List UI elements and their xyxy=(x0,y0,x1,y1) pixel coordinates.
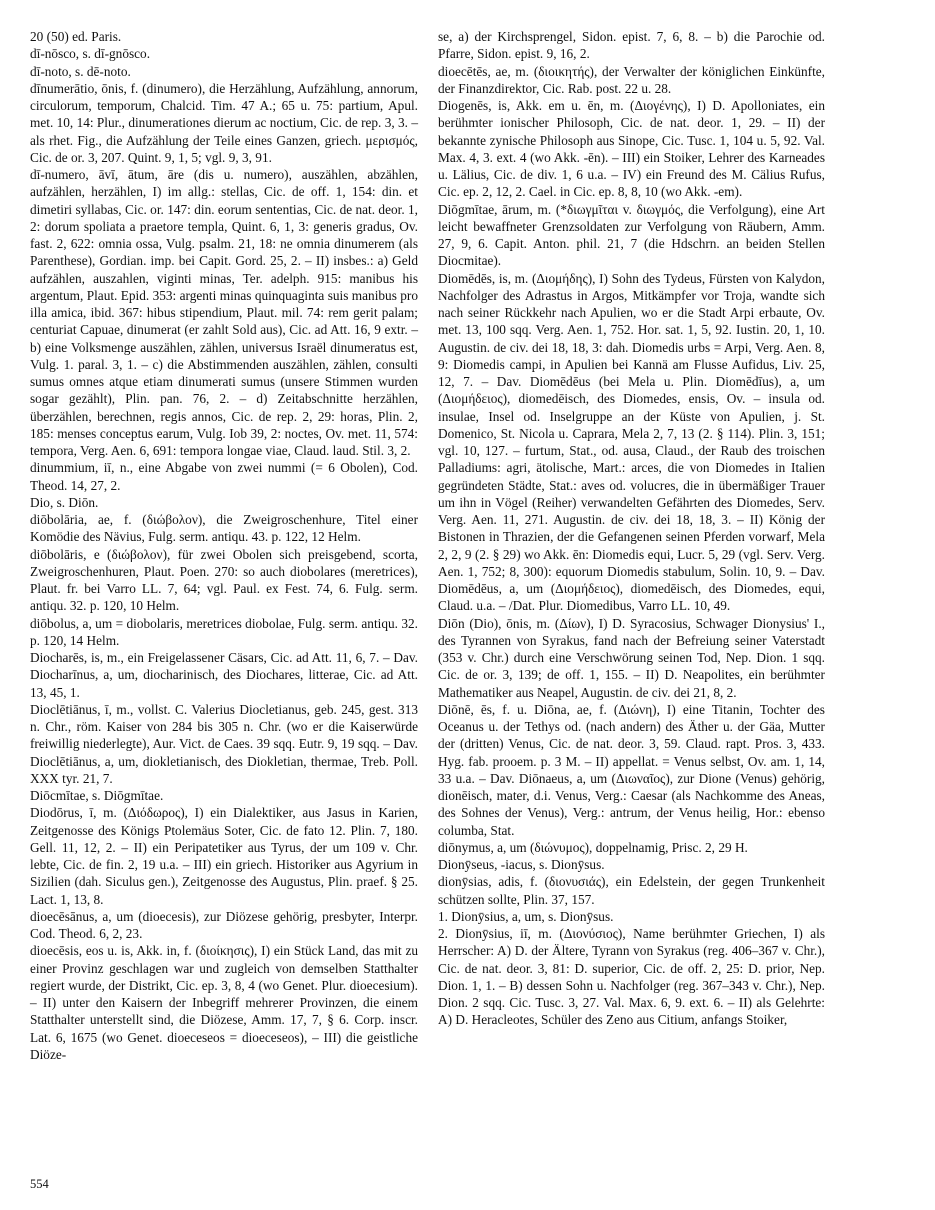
entry-dioecesis: dioecēsis, eos u. is, Akk. in, f. (διοίκησις), I) ein Stück Land, das mit zu einer Provinz geschlagen war und zugleich von demselben Statthalter regiert wurde, der Distrikt, Cic. ep. 3, 8, 4 (wo Genet. Plur. dioecesium). – II) unter den Kaisern der Inbegriff mehrerer Provinzen, die einem Statthalter unterstellt sind, die Diözese, Amm. 17, 7, § 6. Corp. inscr. Lat. 6, 1675 (wo Genet. dioeceseos = dioeceseos), – III) die geistliche Diöze- xyxy=(30,943,418,1062)
entry-diodorus: Diodōrus, ī, m. (Διόδωρος), I) ein Dialektiker, aus Jasus in Karien, Zeitgenosse des Königs Ptolemäus Soter, Cic. de fato 12. Plin. 7, 180. Gell. 11, 12, 2. – II) ein Peripatetiker aus Tyrus, der um 109 v. Chr. lebte, Cic. de fin. 2, 19 u.a. – III) ein griech. Historiker aus Agyrium in Sizilien (dah. Siculus gen.), Zeitgenosse des Augustus, Plin. praef. § 25. Lact. 1, 13, 8. xyxy=(30,805,418,907)
entry-dioecesis-cont: se, a) der Kirchsprengel, Sidon. epist. 7, 6, 8. – b) die Parochie od. Pfarre, Sidon. epist. 9, 16, 2. xyxy=(438,29,825,62)
entry-dionyseus: Dionȳseus, -iacus, s. Dionȳsus. xyxy=(438,857,605,872)
right-column xyxy=(438,28,825,1029)
page-number: 554 xyxy=(30,1177,49,1191)
entry-diochares: Diocharēs, is, m., ein Freigelassener Cäsars, Cic. ad Att. 11, 6, 7. – Dav. Diocharīnus, a, um, diocharinisch, des Diochares, litterae, Cic. ad Att. 13, 45, 1. xyxy=(30,650,418,700)
entry-dione: Diōnē, ēs, f. u. Diōna, ae, f. (Διώνη), I) eine Titanin, Tochter des Oceanus u. der Tethys od. (nach andern) des Äther u. der Gäa, Mutter der (dritten) Venus, Cic. de nat. deor. 3, 59. Claud. rapt. Pros. 3, 433. Hyg. fab. prooem. p. 3 M. – II) appellat. = Venus selbst, Ov. am. 1, 14, 33 u.a. – Dav. Diōnaeus, a, um (Διωναῖος), zur Dione (Venus) gehörig, dionēisch, mater, d.i. Venus, Verg.: Caesar (als Nachkomme des Aneas, des Sohnes der Venus), Verg.: antrum, der Venus heilig, Hor.: ebenso columba, Stat. xyxy=(438,701,825,838)
entry-diobolus: diōbolus, a, um = diobolaris, meretrices diobolae, Fulg. serm. antiqu. 32. p. 120, 14 Helm. xyxy=(30,615,418,648)
entry-dinummium: dinummium, iī, n., eine Abgabe von zwei nummi (= 6 Obolen), Cod. Theod. 14, 27, 2. xyxy=(30,460,418,493)
entry-dinumeratio: dīnumerātio, ōnis, f. (dinumero), die Herzählung, Aufzählung, annorum, circulorum, temporum, Chalcid. Tim. 47 A.; 65 u. 75: partium, Apul. met. 10, 14: Plur., dinumerationes dierum ac noctium, Cic. de rep. 3, 3. – als rhet. Fig., die Aufzählung der Teile eines Ganzen, griech. μερισμός, Cic. de or. 3, 207. Quint. 9, 1, 5; vgl. 9, 3, 91. xyxy=(30,80,418,165)
entry-dionysius-1: 1. Dionȳsius, a, um, s. Dionȳsus. xyxy=(438,908,614,924)
entry-diogenes: Diogenēs, is, Akk. em u. ēn, m. (Διογένης), I) D. Apolloniates, ein berühmter ionischer Philosoph, Cic. de nat. deor. 1, 29. – II) der bekannte zynische Philosoph aus Sinope, Cic. Tusc. 1, 104 u. 5, 92. Val. Max. 4, 3. ext. 4 (wo Akk. -ēn). – III) ein Stoiker, Lehrer des Karneades u. Lälius, Cic. de div. 1, 6 u.a. – IV) ein Freund des M. Cälius Rufus, Cic. ep. 2, 12, 2. Cael. in Cic. ep. 8, 8, 10 (wo Akk. -em). xyxy=(438,98,825,200)
entry-dinosco: dī-nōsco, s. dī-gnōsco. xyxy=(30,46,151,62)
entry-dionymus: diōnymus, a, um (διώνυμος), doppelnamig, Prisc. 2, 29 H. xyxy=(438,839,748,855)
entry-dionysias: dionȳsias, adis, f. (διονυσιάς), ein Edelstein, der gegen Trunkenheit schützen sollte, Plin. 37, 157. xyxy=(438,874,825,907)
entry-dio: Dio, s. Diōn. xyxy=(30,494,99,510)
entry-diobolaria: diōbolāria, ae, f. (διώβολον), die Zweigroschenhure, Titel einer Komödie des Nävius, Fulg. serm. antiqu. 43. p. 122, 12 Helm. xyxy=(30,512,418,545)
entry-dinoto: dī-noto, s. dē-noto. xyxy=(30,63,131,79)
entry-0: 20 (50) ed. Paris. xyxy=(30,29,122,44)
entry-diocletianus: Dioclētiānus, ī, m., vollst. C. Valerius Diocletianus, geb. 245, gest. 313 n. Chr., röm. Kaiser von 284 bis 305 n. Chr. (wo er die Kaiserwürde freiwillig niederlegte), Aur. Vict. de Caes. 39 sqq. Eutr. 9, 19 sqq. – Dav. Dioclētiānus, a, um, diokletianisch, des Diokletian, thermae, Treb. Poll. XXX tyr. 21, 7. xyxy=(30,701,418,786)
left-column xyxy=(30,28,418,1063)
entry-dionysius-2: 2. Dionȳsius, iī, m. (Διονύσιος), Name berühmter Griechen, I) als Herrscher: A) D. der Ältere, Tyrann von Syrakus (reg. 406–367 v. Chr.), Cic. de nat. deor. 3, 81: D. superior, Cic. de off. 2, 25: D. prior, Nep. Dion. 1, 1. – B) dessen Sohn u. Nachfolger (reg. 367–343 v. Chr.), Nep. Dion. 2 sqq. Cic. Tusc. 3, 27. Val. Max. 6, 9. ext. 6. – II) als Gelehrte: A) D. Heracleotes, Schüler des Zeno aus Citium, anfangs Stoiker, xyxy=(438,926,825,1028)
entry-diogmitae: Diōgmītae, ārum, m. (*διωγμῖται v. διωγμός, die Verfolgung), eine Art leicht bewaffneter Grenzsoldaten zur Verfolgung von Räubern, Amm. 27, 9, 6. Capit. Anton. phil. 21, 7 (die Hdschrn. an beiden Stellen Diocmitae). xyxy=(438,201,825,269)
entry-diocmitae: Diōcmītae, s. Diōgmītae. xyxy=(30,788,164,803)
entry-dioecesanus: dioecēsānus, a, um (dioecesis), zur Diözese gehörig, presbyter, Interpr. Cod. Theod. 6, 2, 23. xyxy=(30,908,418,941)
entry-diobolaris: diōbolāris, e (διώβολον), für zwei Obolen sich preisgebend, scorta, Zweigroschenhuren, Plaut. Poen. 270: so auch diobolares (meretrices), Plaut. fr. bei Varro LL. 7, 64; vgl. Paul. ex Fest. 74, 6. Fulg. serm. antiqu. 32. p. 120, 10 Helm. xyxy=(30,546,418,614)
entry-diomedes: Diomēdēs, is, m. (Διομήδης), I) Sohn des Tydeus, Fürsten von Kalydon, Nachfolger des Adrastus in Argos, Mitkämpfer vor Troja, wandte sich nach seiner Rückkehr nach Apulien, wo er die Stadt Arpi erbaute, Ov. met. 13, 100 sqq. Verg. Aen. 1, 752. Hor. sat. 1, 5, 92. Iustin. 20, 1, 10. Augustin. de civ. dei 18, 18, 3: dah. Diomedis urbs = Arpi, Verg. Aen. 8, 9: Diomedis campi, in Apulien bei Kannä am Flusse Aufidus, Liv. 25, 12, 7. – Dav. Diomēdēus (bei Mela u. Plin. Diomēdīus), a, um (Διομήδειος), diomedēisch, des Diomedes, ensis, Ov. – insula od. insulae, Insel od. Inselgruppe an der Küste von Apulien, j. St. Domenico, St. Nicola u. Caprara, Mela 2, 7, 13 (2. § 114). Plin. 3, 151; vgl. 10, 127. – furtum, Stat., od. ausa, Claud., der Raub des troischen Palladiums: agri, ätolische, Mart.: arces, die von Diomedes in Italien gegründeten Städte, Stat.: aves od. volucres, die in übermäßiger Trauer um ihn in Vögel (Reiher) verwandelten Gefährten des Diomedes, Serv. Verg. Aen. 11, 271. Augustin. de civ. dei 18, 18, 3. – II) König der Bistonen in Thrazien, der die Gefangenen seinen Pferden vorwarf, Mela 2, 2, 9 (2. § 29) wo Akk. ēn: Diomedis equi, Lucr. 5, 29 (vgl. Serv. Verg. Aen. 1, 752; 8, 300): equorum Diomedis stabulum, Solin. 10, 9. – Dav. Diomēdēus, a, um (Διομήδειος), diomedēisch, des Diomedes, equi, Claud. u.a. – /Dat. Plur. Diomedibus, Varro LL. 10, 49. xyxy=(438,270,825,614)
entry-dinumero: dī-numero, āvī, ātum, āre (dis u. numero), auszählen, abzählen, aufzählen, herzählen, I) im allg.: stellas, Cic. de off. 1, 154: din. et dimetiri syllabas, Cic. or. 147: din. eorum sententias, Cic. de nat. deor. 1, 2: dorum spoliata a praetore templa, Quint. 6, 1, 3: generis gradus, Ov. fast. 2, 622: omnia ossa, Vulg. psalm. 21, 18: ne omnia dinumerem (als Parenthese), Gordian. imp. bei Capit. Gord. 25, 2. – II) insbes.: a) Geld aufzählen, auszahlen, viginti minas, Ter. adelph. 915: manibus his argentum, Plaut. Epid. 353: argenti minas quinquaginta suis manibus pro illa amica, ibid. 367: hibus stipendium, Plaut. mil. 74: rem gerit palam; centuriat Capuae, dinumerat (er zahlt Sold aus), Cic. ad Att. 16, 9 extr. – b) eine Volksmenge auszählen, zählen, universus Israël dinumeratus est, Vulg. 1. paral. 3, 1. – c) die Abstimmenden auszählen, zählen, consulti sumus omnes atque etiam dinumerati sumus (unsere Stimmen wurden sogar gezählt), Plin. pan. 76, 2. – d) Zeitabschnitte herzählen, überzählen, berechnen, regis annos, Cic. de rep. 2, 29: horas, Plin. 2, 185: menses conceptus earum, Vulg. Iob 39, 2: noctes, Ov. met. 11, 574: tempora, Verg. Aen. 6, 691: tempora longae viae, Claud. laud. Stil. 3, 2. xyxy=(30,167,418,458)
entry-dion: Diōn (Dio), ōnis, m. (Δίων), I) D. Syracosius, Schwager Dionysius' I., des Tyrannen von Syrakus, fand nach der Befreiung seiner Vaterstadt (353 v. Chr.) durch eine Verschwörung seinen Tod, Nep. Dion. 1 sqq. Cic. de or. 3, 139; de off. 1, 155. – II) D. Neapolites, ein berühmter Mathematiker aus Neapel, Augustin. de civ. dei 21, 8, 2. xyxy=(438,615,825,700)
entry-dioecetes: dioecētēs, ae, m. (διοικητής), der Verwalter der königlichen Einkünfte, der Finanzdirektor, Cic. Rab. post. 22 u. 28. xyxy=(438,63,825,96)
